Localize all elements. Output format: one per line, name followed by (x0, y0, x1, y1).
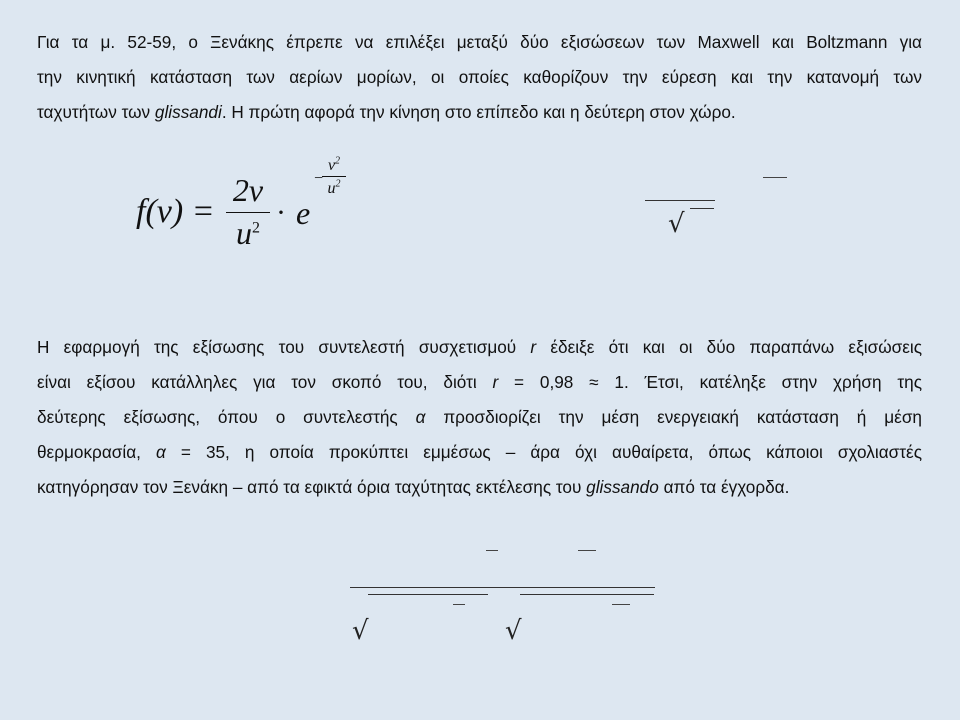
glissandi-term: glissandi (154, 102, 222, 122)
lower-fragment-bar (350, 587, 655, 588)
body-line-4: θερμοκρασία, α = 35, η οποία προκύπτει εμμέσως – άρα όχι αυθαίρετα, όπως κάποιοι σχολιαστές (37, 442, 922, 462)
exponent-fraction (322, 156, 346, 198)
r-variable: r (530, 337, 537, 357)
intro-paragraph (37, 25, 922, 130)
lower-fragment-dash-2 (578, 550, 596, 551)
body-line-3: δεύτερης εξίσωσης, όπου ο συντελεστής α προσδιορίζει την μέση ενεργειακή κατάσταση ή μέση (37, 407, 922, 427)
alpha-variable: α (155, 442, 166, 462)
lower-fragment-sqrt-top-2 (520, 594, 654, 595)
r-variable: r (492, 372, 499, 392)
formula-base: e (296, 195, 311, 231)
lower-fragment-sqrt-top-1 (368, 594, 488, 595)
intro-line-3 (37, 95, 922, 130)
exponent-numerator: $v^2$ (327, 156, 341, 175)
formula-fragment-sqrt-top (690, 208, 714, 209)
formula-dot: · (276, 196, 286, 229)
formula-lhs: f(v) = (136, 193, 215, 230)
formula-fragment-dash (763, 177, 787, 178)
lower-fragment-dash-4 (612, 604, 630, 605)
intro-line-2: την κινητική κατάσταση των αερίων μορίων, οι οποίες καθορίζουν την εύρεση και την κατανομή των (37, 67, 922, 87)
sqrt-symbol-3: √ (505, 616, 522, 646)
body-paragraph (37, 330, 922, 505)
formula-fragment-bar (645, 200, 715, 201)
body-line-1: Η εφαρμογή της εξίσωσης του συντελεστή συσχετισμού r έδειξε ότι και οι δύο παραπάνω εξισώσεις (37, 337, 922, 357)
intro-line-3-start: ταχυτήτων των (37, 102, 155, 122)
intro-line-1: Για τα μ. 52-59, ο Ξενάκης έπρεπε να επιλέξει μεταξύ δύο εξισώσεων των Maxwell και Boltzmann για (37, 32, 922, 52)
body-line-5: κατηγόρησαν τον Ξενάκη – από τα εφικτά όρια ταχύτητας εκτέλεσης του glissando από τα έγχορδα. (37, 477, 790, 497)
glissando-term: glissando (586, 477, 659, 497)
formula-numerator: 2v (232, 172, 264, 208)
exponent-minus: − (314, 170, 324, 187)
sqrt-symbol-1: √ (668, 209, 685, 239)
formula-denominator: $u^2$ (236, 215, 260, 251)
body-line-2: είναι εξίσου κατάλληλες για τον σκοπό του, διότι r = 0,98 ≈ 1. Έτσι, κατέληξε στην χρήση της (37, 372, 922, 392)
sqrt-symbol-2: √ (352, 616, 369, 646)
formula-fraction (226, 172, 270, 252)
exponent-denominator: $u^2$ (327, 178, 341, 197)
exponent-bar (322, 176, 346, 177)
lower-fragment-dash-1 (486, 550, 498, 551)
alpha-variable: α (415, 407, 426, 427)
fraction-bar (226, 212, 270, 213)
maxwell-formula (136, 156, 366, 256)
intro-line-3-end: . Η πρώτη αφορά την κίνηση στο επίπεδο και η δεύτερη στον χώρο. (221, 102, 736, 122)
lower-fragment-dash-3 (453, 604, 465, 605)
formula-den-exp: 2 (252, 219, 260, 237)
